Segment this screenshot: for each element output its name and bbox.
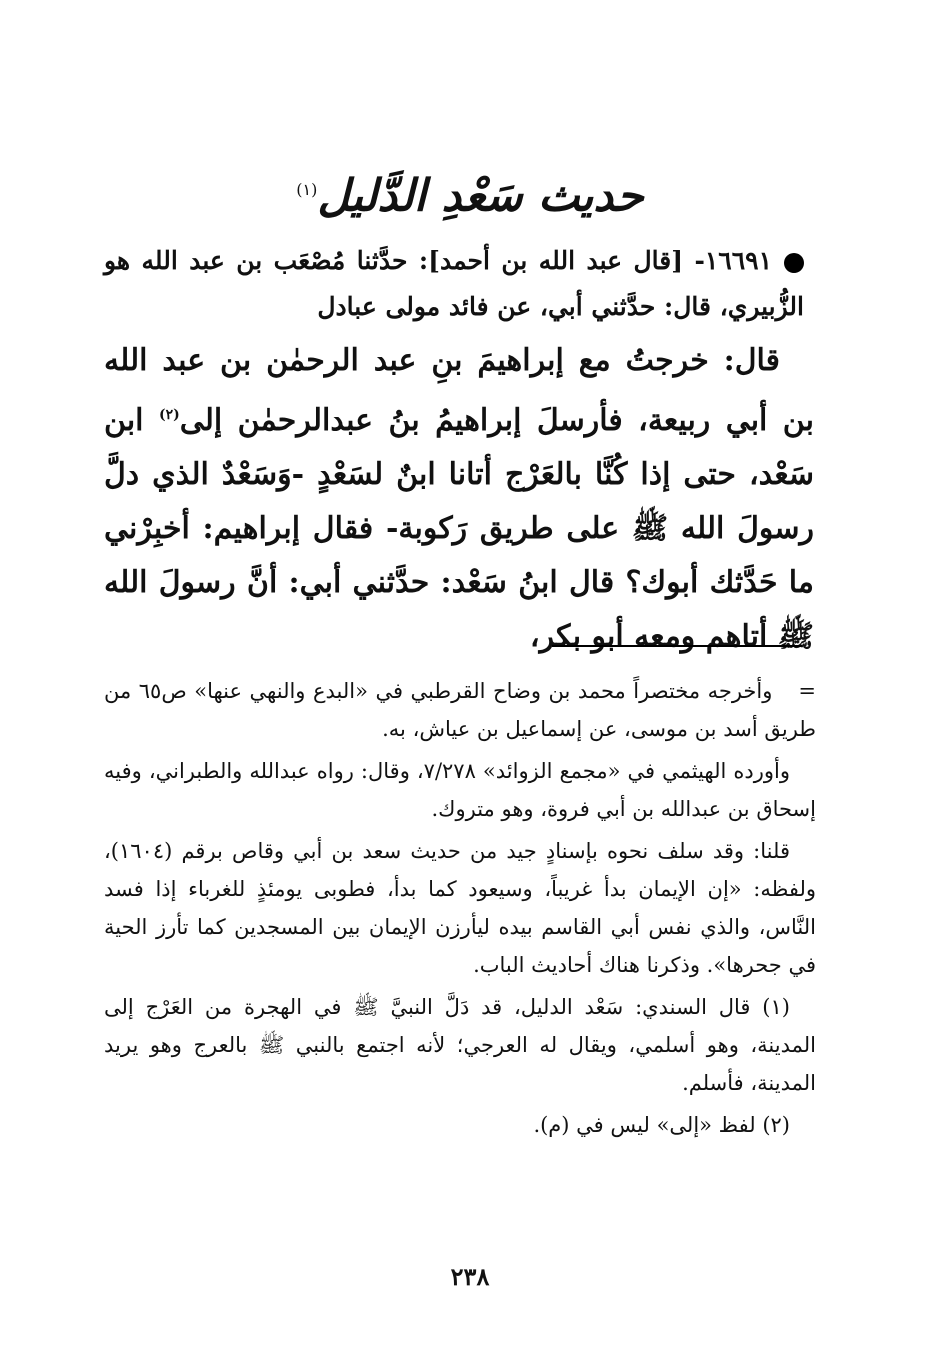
footnote-text-1: وأخرجه مختصراً محمد بن وضاح القرطبي في «البدع والنهي عنها» ص٦٥ من طريق أسد بن موسى، عن إسماعيل بن عياش، به. <box>104 679 816 741</box>
hadith-body <box>104 334 814 664</box>
footnote-1-text: (١) قال السندي: سَعْد الدليل، قد دَلَّ النبيَّ ﷺ في الهجرة من العَرْج إلى المدينة، وهو أسلمي، ويقال له العرجي؛ لأنه اجتمع بالنبي ﷺ بالعرج وهو يريد المدينة، فأسلم. <box>104 995 816 1095</box>
page-number: ٢٣٨ <box>450 1262 490 1291</box>
hadith-body-part2: ابن سَعْد، حتى إذا كُنَّا بالعَرْج أتانا ابنٌ لسَعْدٍ -وَسَعْدٌ الذي دلَّ رسولَ الله ﷺ على طريق رَكوبة- فقال إبراهيم: أخبِرْني ما حَدَّثك أبوك؟ قال ابنُ سَعْد: حدَّثني أبي: أنَّ رسولَ الله ﷺ أتاهم ومعه أبو بكر، <box>104 403 814 654</box>
hadith-number: ١٦٦٩١ <box>704 246 772 275</box>
body-footnote-ref: (٢) <box>158 407 180 423</box>
hadith-header <box>104 238 804 330</box>
footnote-divider <box>552 645 802 647</box>
title-footnote-ref: (١) <box>296 180 318 199</box>
footnote-1 <box>104 988 816 1102</box>
footnote-2 <box>104 1106 816 1144</box>
footnotes <box>104 672 816 1148</box>
footnote-text-2: وأورده الهيثمي في «مجمع الزوائد» ٧/٢٧٨، وقال: رواه عبدالله والطبراني، وفيه إسحاق بن عبدالله بن أبي فروة، وهو متروك. <box>104 759 816 821</box>
footnote-paragraph <box>104 752 816 828</box>
footnote-paragraph <box>104 832 816 984</box>
chapter-title <box>0 160 940 227</box>
chapter-title-text: حديث سَعْدِ الدَّليل <box>317 170 644 222</box>
footnote-text-3: قلنا: وقد سلف نحوه بإسنادٍ جيد من حديث سعد بن أبي وقاص برقم (١٦٠٤)، ولفظه: «إن الإيمان بدأ غريباً، وسيعود كما بدأ، فطوبى يومئذٍ للغرباء إذا فسد النَّاس، والذي نفس أبي القاسم بيده ليأرزن الإيمان بين المسجدين كما تأرز الحية في جحرها». وذكرنا هناك أحاديث الباب. <box>104 839 816 977</box>
hadith-body-part1: قال: خرجتُ مع إبراهيمَ بنِ عبد الرحمٰن بن عبد الله بن أبي ربيعة، فأرسلَ إبراهيمُ بنُ عبدالرحمٰن إلى <box>104 343 814 438</box>
footnote-continuation <box>104 672 816 748</box>
footnote-2-text: (٢) لفظ «إلى» ليس في (م). <box>533 1113 790 1137</box>
continuation-marker: = <box>798 679 816 703</box>
hadith-chain: - [قال عبد الله بن أحمد]: حدَّثنا مُصْعَب بن عبد الله هو الزُّبيري، قال: حدَّثني أبي، عن فائد مولى عبادل <box>104 246 804 321</box>
bullet-icon <box>784 253 804 273</box>
